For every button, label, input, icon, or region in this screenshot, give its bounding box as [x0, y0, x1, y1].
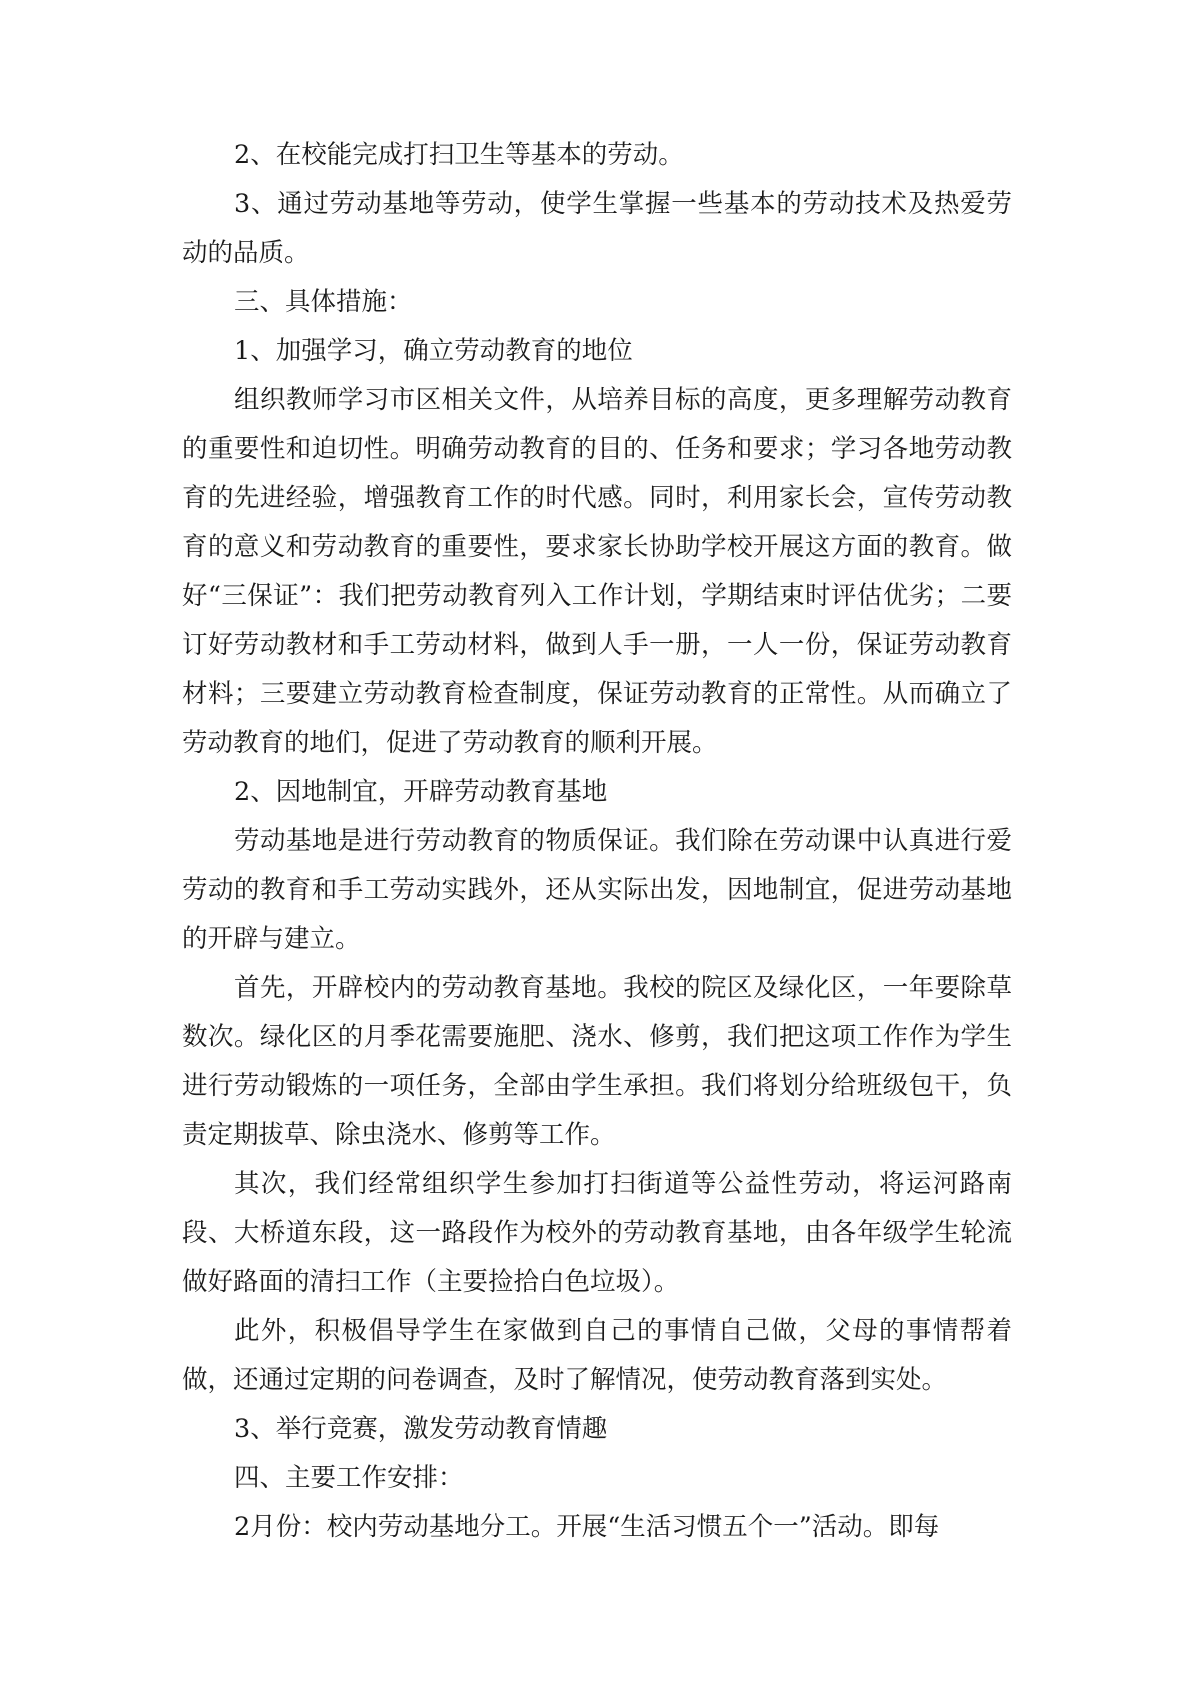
subheading-competition: 3、举行竞赛，激发劳动教育情趣 — [234, 1414, 608, 1444]
section-heading-measures: 三、具体措施： — [234, 287, 413, 317]
paragraph-goal-2: 2、在校能完成打扫卫生等基本的劳动。 — [234, 140, 684, 170]
paragraph-home-labor: 此外，积极倡导学生在家做到自己的事情自己做，父母的事情帮着做，还通过定期的问卷调查，及时了解情况，使劳动教育落到实处。 — [182, 1316, 1012, 1395]
paragraph-february: 2月份：校内劳动基地分工。开展“生活习惯五个一”活动。即每 — [234, 1512, 940, 1542]
paragraph-offcampus-base: 其次，我们经常组织学生参加打扫街道等公益性劳动，将运河路南段、大桥道东段，这一路段作为校外的劳动教育基地，由各年级学生轮流做好路面的清扫工作（主要捡拾白色垃圾）。 — [182, 1169, 1012, 1297]
subheading-labor-base: 2、因地制宜，开辟劳动教育基地 — [234, 777, 608, 807]
subheading-strengthen-study: 1、加强学习，确立劳动教育的地位 — [234, 336, 633, 366]
paragraph-study-details: 组织教师学习市区相关文件，从培养目标的高度，更多理解劳动教育的重要性和迫切性。明确劳动教育的目的、任务和要求；学习各地劳动教育的先进经验，增强教育工作的时代感。同时，利用家长会，宣传劳动教育的意义和劳动教育的重要性，要求家长协助学校开展这方面的教育。做好“三保证”：我们把劳动教育列入工作计划，学期结束时评估优劣；二要订好劳动教材和手工劳动材料，做到人手一册，一人一份，保证劳动教育材料；三要建立劳动教育检查制度，保证劳动教育的正常性。从而确立了劳动教育的地们，促进了劳动教育的顺利开展。 — [182, 385, 1012, 758]
paragraph-goal-3: 3、通过劳动基地等劳动，使学生掌握一些基本的劳动技术及热爱劳动的品质。 — [182, 189, 1012, 268]
paragraph-campus-base: 首先，开辟校内的劳动教育基地。我校的院区及绿化区，一年要除草数次。绿化区的月季花需要施肥、浇水、修剪，我们把这项工作作为学生进行劳动锻炼的一项任务，全部由学生承担。我们将划分给班级包干，负责定期拔草、除虫浇水、修剪等工作。 — [182, 973, 1012, 1150]
document-body — [182, 131, 1012, 1552]
paragraph-labor-base: 劳动基地是进行劳动教育的物质保证。我们除在劳动课中认真进行爱劳动的教育和手工劳动实践外，还从实际出发，因地制宜，促进劳动基地的开辟与建立。 — [182, 826, 1012, 954]
section-heading-schedule: 四、主要工作安排： — [234, 1463, 464, 1493]
